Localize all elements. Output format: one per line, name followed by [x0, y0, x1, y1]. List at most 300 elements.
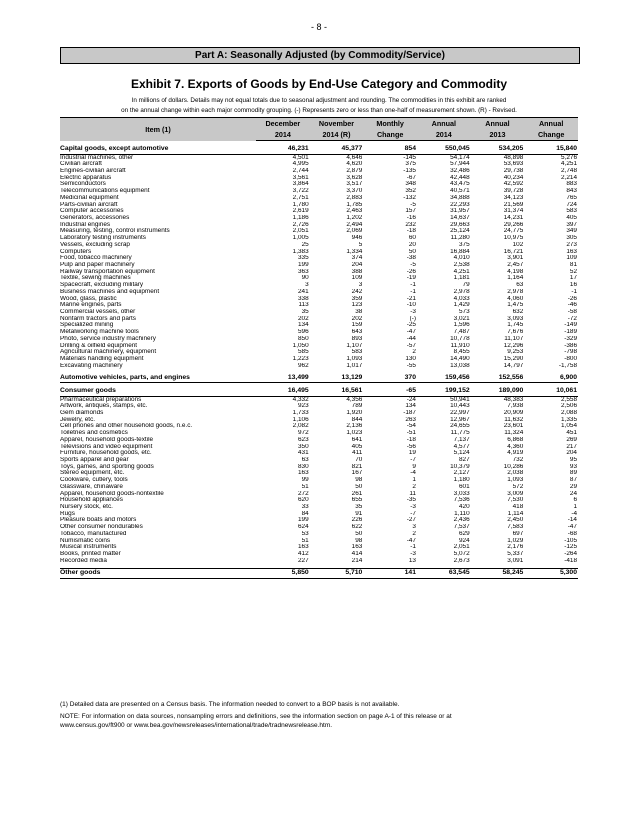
row-value-col-5: 4,060	[507, 295, 524, 302]
table-row	[60, 235, 578, 242]
row-label: Parts-civilian aircraft	[60, 201, 118, 208]
row-value-col-2: 946	[351, 235, 363, 242]
row-value-col-3: -5	[410, 201, 416, 208]
row-value-col-1: 53	[301, 530, 309, 537]
row-value-col-6: -4	[571, 510, 577, 517]
row-value-col-3: -187	[403, 409, 416, 416]
row-label: Engines-civilian aircraft	[60, 167, 126, 174]
row-value-col-1: 35	[301, 309, 309, 316]
row-value-col-4: 24,655	[450, 423, 470, 430]
row-label: Medicinal equipment	[60, 194, 119, 201]
table-row	[60, 228, 578, 235]
row-value-col-3: 3	[412, 524, 416, 531]
row-value-col-4: 11,910	[450, 342, 470, 349]
table-row	[60, 417, 578, 424]
row-value-col-5: 2,457	[507, 262, 524, 268]
row-label: Toiletries and cosmetics	[60, 430, 128, 437]
row-label: Recorded media	[60, 557, 107, 564]
row-value-col-5: 1,114	[507, 510, 524, 517]
row-value-col-2: 844	[351, 416, 363, 423]
row-value-col-4: 4,251	[453, 268, 470, 275]
footnote-census-basis: (1) Detailed data are presented on a Census basis. The information needed to convert to a BOP basis is not available.	[60, 701, 400, 708]
row-value-col-1: 3,722	[292, 188, 309, 195]
row-value-col-3: -7	[410, 456, 416, 463]
row-value-col-2: 50	[355, 530, 363, 537]
row-value-col-6: -189	[564, 329, 577, 336]
table-row	[60, 504, 578, 511]
row-value-col-1: 3	[305, 282, 309, 289]
row-value-col-3: 9	[412, 463, 416, 470]
table-row	[60, 524, 578, 531]
row-value-col-3: 134	[405, 403, 416, 410]
row-value-col-5: 40,234	[503, 174, 524, 181]
row-value-col-5: 418	[512, 504, 524, 510]
table-row	[60, 329, 578, 336]
row-value-col-5: 48,898	[503, 154, 524, 161]
row-value-col-2: 655	[351, 497, 363, 504]
row-value-col-1: 163	[298, 544, 309, 551]
row-value-col-3: -25	[406, 322, 416, 329]
row-value-col-6: 10,061	[524, 387, 578, 396]
row-value-col-4: 31,957	[450, 208, 470, 215]
row-value-col-4: 12,967	[450, 416, 470, 423]
row-value-col-3: -19	[406, 275, 416, 282]
row-value-col-5: 572	[512, 483, 524, 490]
row-value-col-2: 2,463	[346, 208, 363, 215]
row-value-col-4: 14,637	[450, 214, 470, 221]
table-row	[60, 269, 578, 276]
row-value-col-4: 22,997	[450, 409, 470, 416]
row-value-col-5: 53,693	[503, 161, 524, 168]
row-value-col-4: 573	[458, 309, 470, 316]
row-value-col-4: 10,778	[450, 335, 470, 342]
row-value-col-6: 89	[569, 470, 577, 477]
row-value-col-3: -67	[406, 174, 416, 181]
table-row	[60, 282, 578, 289]
row-label: Specialized mining	[60, 322, 114, 329]
group-header-row	[60, 145, 578, 154]
table-note-line-2: on the annual change within each major commodity grouping. (-) Represents zero or less than one-half of measurement shown. (R) - Revised.	[121, 106, 517, 114]
row-value-col-3: -18	[406, 228, 416, 235]
table-row	[60, 255, 578, 262]
table-row	[60, 356, 578, 363]
table-note-line-1: In millions of dollars. Details may not equal totals due to seasonal adjustment and rounding. The commodities in this exhibit are ranked	[131, 97, 507, 104]
group-header-row	[60, 569, 578, 579]
row-value-col-5: 7,676	[507, 329, 524, 336]
row-value-col-1: 25	[301, 241, 309, 248]
row-value-col-5: 14,797	[503, 362, 524, 369]
table-row	[60, 403, 578, 410]
row-value-col-5: 2,978	[507, 288, 524, 295]
row-value-col-4: 7,137	[453, 436, 470, 443]
row-value-col-2: 1,202	[346, 214, 363, 221]
row-value-col-1: 3,561	[292, 174, 309, 181]
row-value-col-4: 7,487	[453, 329, 470, 336]
row-value-col-3: -132	[403, 194, 416, 201]
row-label: Toys, games, and sporting goods	[60, 463, 154, 470]
row-value-col-4: 42,448	[450, 174, 470, 181]
row-value-col-6: -798	[564, 349, 577, 356]
row-value-col-6: -149	[564, 322, 577, 329]
row-value-col-2: 1,017	[346, 362, 363, 369]
row-value-col-4: 8,455	[453, 349, 470, 356]
row-value-col-2: 123	[351, 302, 363, 309]
row-value-col-2: 3,370	[346, 188, 363, 195]
row-value-col-5: 5,337	[507, 551, 524, 558]
table-row	[60, 477, 578, 484]
row-value-col-6: 1	[573, 504, 577, 510]
row-value-col-5: 29,738	[503, 167, 524, 174]
row-value-col-2: 5	[358, 241, 363, 248]
row-label: Cookware, cutlery, tools	[60, 477, 128, 484]
row-value-col-2: 2,494	[346, 221, 363, 228]
row-label: Books, printed matter	[60, 551, 121, 558]
row-label: Generators, accessories	[60, 214, 130, 221]
row-value-col-6: 765	[566, 194, 577, 201]
row-value-col-5: 102	[512, 241, 524, 248]
row-value-col-6: 1,335	[561, 416, 577, 423]
table-row	[60, 349, 578, 356]
row-value-col-2: 204	[351, 262, 363, 268]
row-value-col-2: 2,136	[346, 423, 363, 430]
table-row	[60, 396, 578, 403]
row-value-col-2: 622	[351, 524, 363, 531]
row-value-col-5: 21,569	[503, 201, 524, 208]
row-value-col-6: 5,276	[561, 154, 577, 161]
row-value-col-3: 2	[412, 349, 416, 356]
row-value-col-6: 451	[566, 430, 577, 437]
table-row	[60, 302, 578, 309]
table-row	[60, 457, 578, 464]
row-value-col-4: 2,127	[453, 470, 470, 477]
row-value-col-4: 43,475	[450, 181, 470, 188]
row-value-col-3: 1	[412, 477, 416, 484]
row-value-col-1: 3,864	[292, 181, 309, 188]
row-value-col-4: 79	[462, 282, 470, 289]
row-label: Nursery stock, etc.	[60, 504, 113, 510]
row-value-col-6: 93	[569, 463, 577, 470]
row-value-col-6: -125	[564, 544, 577, 551]
row-value-col-1: 202	[298, 315, 309, 322]
row-value-col-2: 4,356	[346, 396, 363, 403]
row-label: Excavating machinery	[60, 362, 123, 369]
row-value-col-4: 2,538	[453, 262, 470, 268]
row-value-col-6: 24	[569, 490, 577, 497]
row-value-col-5: 20,909	[503, 409, 524, 416]
row-label: Gem diamonds	[60, 409, 104, 416]
row-value-col-4: 550,045	[417, 145, 471, 154]
header-col-3-line-1: Monthly	[363, 118, 417, 130]
header-col-2-line-2: 2014 (R)	[310, 129, 364, 141]
row-value-col-3: -27	[406, 517, 416, 524]
table-row	[60, 343, 578, 350]
row-value-col-6: 405	[566, 214, 577, 221]
row-value-col-1: 2,726	[292, 221, 309, 228]
row-label: Pulp and paper machinery	[60, 262, 135, 268]
row-value-col-1: 84	[301, 510, 309, 517]
table-row	[60, 289, 578, 296]
row-value-col-6: 5,300	[524, 569, 578, 579]
table-row	[60, 464, 578, 471]
row-value-col-5: 34,123	[503, 194, 524, 201]
row-label: Spacecraft, excluding military	[60, 282, 144, 289]
row-value-col-6: 1,054	[561, 423, 577, 430]
row-value-col-6: 724	[566, 201, 577, 208]
row-value-col-1: 2,619	[292, 208, 309, 215]
row-value-col-6: 204	[566, 450, 577, 457]
row-label: Household appliances	[60, 497, 123, 504]
row-value-col-3: -1	[410, 288, 416, 295]
row-label: Other consumer nondurables	[60, 524, 143, 531]
row-value-col-2: 583	[351, 349, 363, 356]
table-row	[60, 296, 578, 303]
row-value-col-2: 411	[352, 450, 363, 457]
row-value-col-3: 60	[408, 235, 416, 242]
row-value-col-5: 15,290	[503, 356, 524, 363]
row-value-col-1: 1,186	[292, 214, 309, 221]
table-row	[60, 336, 578, 343]
row-value-col-1: 1,383	[292, 248, 309, 255]
table-row	[60, 195, 578, 202]
row-value-col-2: 641	[351, 436, 363, 443]
row-value-col-1: 350	[298, 443, 309, 450]
table-row	[60, 410, 578, 417]
footnote-note: NOTE: For information on data sources, nonsampling errors and definitions, see the information section on page A-1 of this release or at	[60, 713, 452, 720]
row-label: Apparel, household goods-nontextile	[60, 490, 164, 497]
row-value-col-5: 697	[512, 530, 524, 537]
row-value-col-2: 2,879	[346, 167, 363, 174]
row-value-col-4: 57,944	[450, 161, 470, 168]
row-value-col-3: -3	[410, 309, 416, 316]
row-value-col-2: 789	[351, 403, 363, 410]
row-value-col-5: 152,556	[471, 374, 525, 383]
table-row	[60, 544, 578, 551]
row-value-col-2: 3,628	[346, 174, 363, 181]
row-value-col-5: 632	[512, 309, 524, 316]
row-value-col-1: 624	[298, 524, 309, 531]
row-value-col-4: 63,545	[417, 569, 471, 579]
row-value-col-4: 7,537	[453, 524, 470, 531]
row-value-col-1: 134	[298, 322, 309, 329]
row-value-col-3: 11	[409, 490, 416, 497]
row-value-col-6: -47	[567, 524, 577, 531]
row-value-col-2: 214	[351, 557, 363, 564]
row-label: Materials handling equipment	[60, 356, 144, 363]
row-label: Apparel, household goods-textile	[60, 436, 154, 443]
row-value-col-2: 414	[351, 551, 363, 558]
table-row	[60, 249, 578, 256]
row-value-col-2: 4,620	[346, 161, 363, 168]
row-value-col-4: 1,596	[453, 322, 470, 329]
row-value-col-6: 163	[566, 248, 577, 255]
row-value-col-1: 1,733	[292, 409, 309, 416]
row-value-col-6: 217	[566, 443, 577, 450]
row-value-col-1: 5,850	[256, 569, 310, 579]
row-value-col-1: 363	[298, 268, 309, 275]
row-value-col-5: 39,728	[503, 188, 524, 195]
row-value-col-4: 1,181	[453, 275, 470, 282]
row-value-col-5: 1,745	[507, 322, 524, 329]
table-row	[60, 208, 578, 215]
row-value-col-3: 50	[408, 248, 416, 255]
row-value-col-6: -264	[564, 551, 577, 558]
row-label: Sports apparel and gear	[60, 456, 129, 463]
row-value-col-6: 109	[566, 255, 577, 262]
row-value-col-4: 1,110	[454, 510, 470, 517]
row-value-col-2: 98	[355, 537, 363, 544]
row-value-col-6: 397	[566, 221, 577, 228]
row-label: Laboratory testing instruments	[60, 235, 146, 242]
group-header-row	[60, 374, 578, 383]
row-value-col-1: 4,501	[292, 154, 309, 161]
row-value-col-6: -46	[567, 302, 577, 309]
row-value-col-2: 1,920	[346, 409, 363, 416]
row-value-col-1: 227	[298, 557, 309, 564]
row-value-col-4: 629	[458, 530, 470, 537]
table-row	[60, 497, 578, 504]
row-value-col-3: 13	[408, 557, 416, 564]
row-value-col-1: 2,751	[292, 194, 309, 201]
row-value-col-2: 1,334	[346, 248, 363, 255]
row-value-col-3: 2	[412, 530, 416, 537]
row-label: Musical instruments	[60, 544, 117, 551]
row-value-col-3: -38	[406, 255, 416, 262]
row-value-col-1: 272	[298, 490, 309, 497]
row-value-col-4: 2,436	[453, 517, 470, 524]
row-value-col-6: -105	[564, 537, 577, 544]
row-label: Automotive vehicles, parts, and engines	[60, 374, 256, 383]
exports-table-wrapper	[60, 117, 578, 579]
row-value-col-1: 33	[301, 504, 309, 510]
row-value-col-6: 305	[566, 235, 577, 242]
table-row	[60, 558, 578, 565]
row-label: Industrial engines	[60, 221, 111, 228]
row-value-col-5: 732	[512, 456, 524, 463]
table-row	[60, 531, 578, 538]
row-value-col-6: 95	[569, 456, 577, 463]
row-value-col-2: 1,785	[346, 201, 363, 208]
table-row	[60, 202, 578, 209]
header-col-1-line-2: 2014	[256, 129, 310, 141]
row-value-col-3: -44	[406, 335, 416, 342]
row-value-col-1: 16,495	[256, 387, 310, 396]
row-label: Agricultural machinery, equipment	[60, 349, 157, 356]
row-value-col-5: 4,360	[507, 443, 524, 450]
row-label: Commercial vessels, other	[60, 309, 136, 316]
row-value-col-1: 199	[298, 517, 309, 524]
row-value-col-1: 830	[298, 463, 309, 470]
header-col-4-line-1: Annual	[417, 118, 471, 130]
row-label: Food, tobacco machinery	[60, 255, 132, 262]
row-value-col-1: 923	[298, 403, 309, 410]
row-value-col-2: 4,646	[346, 154, 363, 161]
row-value-col-4: 2,978	[453, 288, 470, 295]
row-value-col-3: -18	[406, 436, 416, 443]
row-value-col-5: 3,093	[507, 315, 524, 322]
row-label: Pharmaceutical preparations	[60, 396, 142, 403]
row-value-col-3: -47	[406, 329, 416, 336]
row-value-col-5: 1,475	[507, 302, 524, 309]
row-value-col-3: -145	[403, 154, 416, 161]
row-label: Civilian aircraft	[60, 161, 102, 168]
table-row	[60, 175, 578, 182]
row-value-col-3: (-)	[409, 315, 416, 322]
row-value-col-6: 4,251	[561, 161, 577, 168]
table-row	[60, 188, 578, 195]
row-value-col-2: 261	[351, 490, 363, 497]
row-value-col-3: 141	[363, 569, 417, 579]
header-col-3-line-2: Change	[363, 129, 417, 141]
row-value-col-5: 14,231	[503, 214, 524, 221]
row-value-col-4: 50,941	[450, 396, 470, 403]
row-value-col-4: 827	[458, 456, 470, 463]
table-row	[60, 437, 578, 444]
row-value-col-1: 51	[301, 483, 309, 490]
row-value-col-2: 242	[351, 288, 363, 295]
row-value-col-4: 16,884	[450, 248, 470, 255]
row-value-col-1: 1,780	[292, 201, 309, 208]
table-row	[60, 275, 578, 282]
row-value-col-6: 87	[569, 477, 577, 484]
row-label: Stereo equipment, etc.	[60, 470, 125, 477]
row-value-col-1: 412	[298, 551, 309, 558]
table-row	[60, 161, 578, 168]
row-value-col-5: 2,176	[507, 544, 524, 551]
row-value-col-4: 1,429	[453, 302, 470, 309]
row-value-col-3: -10	[406, 302, 416, 309]
row-label: Furniture, household goods, etc.	[60, 450, 152, 457]
row-value-col-5: 189,090	[471, 387, 525, 396]
row-value-col-5: 58,245	[471, 569, 525, 579]
row-value-col-5: 31,374	[503, 208, 524, 215]
row-value-col-3: -16	[406, 214, 416, 221]
row-label: Photo, service industry machinery	[60, 335, 156, 342]
table-row	[60, 242, 578, 249]
footnote-links: www.census.gov/ft900 or www.bea.gov/newsreleases/international/trade/tradnewsrelease.htm.	[60, 722, 333, 729]
row-value-col-2: 405	[351, 443, 363, 450]
row-value-col-6: 52	[569, 268, 577, 275]
row-value-col-5: 6,868	[507, 436, 524, 443]
row-value-col-5: 7,530	[507, 497, 524, 504]
row-value-col-6: 2,088	[561, 409, 577, 416]
header-col-5-line-1: Annual	[471, 118, 525, 130]
header-col-4-line-2: 2014	[417, 129, 471, 141]
exhibit-title: Exhibit 7. Exports of Goods by End-Use Category and Commodity	[130, 77, 508, 91]
row-value-col-6: 843	[566, 188, 577, 195]
row-value-col-3: -21	[406, 295, 416, 302]
row-value-col-5: 1,029	[507, 537, 524, 544]
row-value-col-1: 431	[298, 450, 309, 457]
row-value-col-5: 3,009	[507, 490, 524, 497]
row-value-col-5: 1,093	[507, 477, 524, 484]
row-value-col-2: 91	[355, 510, 363, 517]
row-value-col-1: 199	[298, 262, 309, 268]
row-label: Cell phones and other household goods, n.e.c.	[60, 423, 193, 430]
row-label: Capital goods, except automotive	[60, 145, 256, 154]
row-label: Marine engines, parts	[60, 302, 122, 309]
row-value-col-1: 1,106	[292, 416, 309, 423]
row-value-col-6: -72	[567, 315, 577, 322]
row-value-col-2: 3	[358, 282, 363, 289]
table-row	[60, 322, 578, 329]
table-row	[60, 484, 578, 491]
row-label: Consumer goods	[60, 387, 256, 396]
row-label: Textile, sewing machines	[60, 275, 131, 282]
row-value-col-1: 623	[298, 436, 309, 443]
row-value-col-1: 962	[298, 362, 309, 369]
row-value-col-2: 163	[351, 544, 363, 551]
row-value-col-6: -14	[567, 517, 577, 524]
